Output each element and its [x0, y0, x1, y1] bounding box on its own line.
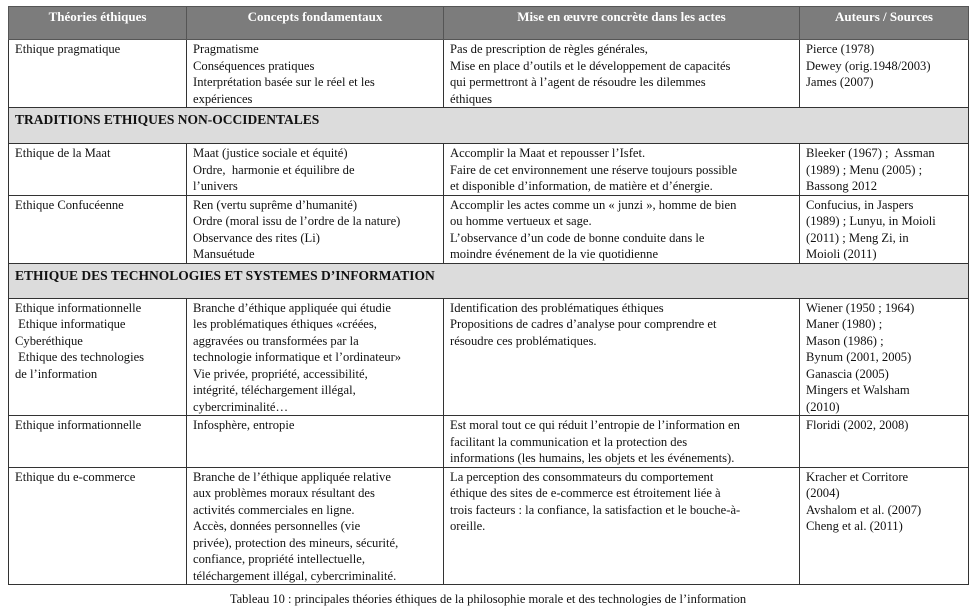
concept-line: Observance des rites (Li): [193, 230, 320, 245]
practice-line: Pas de prescription de règles générales,: [450, 42, 648, 56]
concept-line: confiance, propriété intellectuelle,: [193, 552, 366, 566]
table-row: [9, 416, 969, 468]
author-line: Floridi (2002, 2008): [806, 418, 909, 432]
concepts-cell: [187, 144, 444, 196]
author-line: Kracher et Corritore: [806, 469, 909, 484]
concept-line: Ordre (moral issu de l’ordre de la nature): [193, 214, 401, 228]
author-line: Moioli (2011): [806, 247, 877, 261]
practice-line: Propositions de cadres d’analyse pour comprendre et: [450, 317, 717, 331]
table-row: [9, 144, 969, 196]
section-heading: ETHIQUE DES TECHNOLOGIES ET SYSTEMES D’INFORMATION: [9, 263, 969, 298]
theory-line: Ethique des technologies: [15, 350, 145, 364]
header-practice: Mise en œuvre concrète dans les actes: [444, 7, 800, 40]
author-line: Bassong 2012: [806, 179, 878, 193]
theory-line: Ethique informationnelle: [15, 418, 142, 432]
author-line: (1989) ; Lunyu, in Moioli: [806, 214, 936, 228]
section-row: [9, 263, 969, 298]
theory-line: Ethique informatique: [15, 317, 126, 331]
author-line: Wiener (1950 ; 1964): [806, 300, 915, 315]
author-line: Ganascia (2005): [806, 366, 889, 381]
concept-line: les problématiques éthiques «créées,: [193, 317, 377, 331]
concept-line: activités commerciales en ligne.: [193, 502, 355, 517]
author-line: Cheng et al. (2011): [806, 519, 903, 533]
author-line: Bynum (2001, 2005): [806, 350, 912, 364]
concept-line: expériences: [193, 91, 253, 106]
author-line: Avshalom et al. (2007): [806, 502, 922, 517]
practice-cell: [444, 40, 800, 108]
author-line: Mingers et Walsham: [806, 383, 910, 397]
theory-line: Ethique Confucéenne: [15, 197, 124, 212]
header-concepts: Concepts fondamentaux: [187, 7, 444, 40]
theory-line: Ethique informationnelle: [15, 300, 142, 315]
section-row: [9, 108, 969, 144]
authors-cell: [800, 144, 969, 196]
practice-line: éthiques: [450, 91, 492, 106]
practice-line: éthique des sites de e-commerce est étroitement liée à: [450, 486, 721, 500]
concept-line: Branche de l’éthique appliquée relative: [193, 469, 391, 484]
concept-line: intégrité, téléchargement illégal,: [193, 383, 356, 397]
header-row: [9, 7, 969, 40]
concept-line: Ren (vertu suprême d’humanité): [193, 197, 358, 212]
practice-line: trois facteurs : la confiance, la satisfaction et le bouche-à-: [450, 502, 741, 517]
concepts-cell: [187, 416, 444, 468]
theory-line: Ethique du e-commerce: [15, 469, 136, 484]
practice-line: qui permettront à l’agent de résoudre les dilemmes: [450, 75, 706, 89]
concept-line: aux problèmes moraux résultant des: [193, 486, 375, 500]
table-caption: Tableau 10 : principales théories éthiques de la philosophie morale et des technologies de l’information: [229, 592, 747, 606]
practice-line: facilitant la communication et la protection des: [450, 434, 688, 449]
header-theories: Théories éthiques: [9, 7, 187, 40]
author-line: Dewey (orig.1948/2003): [806, 58, 931, 73]
concepts-cell: [187, 40, 444, 108]
author-line: Confucius, in Jaspers: [806, 197, 914, 212]
concept-line: téléchargement illégal, cybercriminalité.: [193, 568, 397, 583]
practice-line: L’observance d’un code de bonne conduite dans le: [450, 230, 705, 245]
concept-line: l’univers: [193, 179, 238, 193]
concept-line: Ordre, harmonie et équilibre de: [193, 162, 355, 177]
concept-line: Vie privée, propriété, accessibilité,: [193, 366, 368, 381]
practice-line: Accomplir les actes comme un « junzi », homme de bien: [450, 197, 737, 212]
practice-line: résoudre ces problématiques.: [450, 333, 597, 348]
author-line: Maner (1980) ;: [806, 317, 883, 331]
table-row: [9, 40, 969, 108]
table-row: [9, 195, 969, 263]
concept-line: cybercriminalité…: [193, 399, 289, 414]
theory-cell: [9, 298, 187, 416]
practice-line: ou homme vertueux et sage.: [450, 214, 592, 228]
concept-line: Pragmatisme: [193, 42, 259, 56]
authors-cell: [800, 298, 969, 416]
concept-line: Interprétation basée sur le réel et les: [193, 75, 375, 89]
concept-line: privée), protection des mineurs, sécurité,: [193, 535, 399, 550]
practice-line: moindre événement de la vie quotidienne: [450, 247, 659, 261]
table-row: [9, 467, 969, 585]
practice-line: Identification des problématiques éthiques: [450, 300, 664, 315]
practice-line: Mise en place d’outils et le développement de capacités: [450, 58, 731, 73]
concept-line: Maat (justice sociale et équité): [193, 146, 348, 160]
practice-cell: [444, 298, 800, 416]
concepts-cell: [187, 467, 444, 585]
concept-line: aggravées ou transformées par la: [193, 333, 359, 348]
practice-line: oreille.: [450, 519, 486, 533]
practice-line: Est moral tout ce qui réduit l’entropie de l’information en: [450, 418, 740, 432]
practice-cell: [444, 195, 800, 263]
authors-cell: [800, 195, 969, 263]
practice-line: La perception des consommateurs du comportement: [450, 469, 714, 484]
header-authors: Auteurs / Sources: [800, 7, 969, 40]
author-line: Pierce (1978): [806, 42, 875, 56]
practice-line: informations (les humains, les objets et les événements).: [450, 451, 735, 465]
concept-line: Infosphère, entropie: [193, 418, 295, 432]
theory-cell: [9, 467, 187, 585]
theory-line: Ethique pragmatique: [15, 42, 121, 56]
concept-line: technologie informatique et l’ordinateur»: [193, 350, 402, 364]
practice-cell: [444, 144, 800, 196]
concept-line: Conséquences pratiques: [193, 58, 315, 73]
theory-line: Ethique de la Maat: [15, 146, 111, 160]
practice-line: Accomplir la Maat et repousser l’Isfet.: [450, 146, 646, 160]
author-line: (2011) ; Meng Zi, in: [806, 230, 909, 245]
practice-line: Faire de cet environnement une réserve toujours possible: [450, 162, 738, 177]
concept-line: Accès, données personnelles (vie: [193, 519, 361, 533]
authors-cell: [800, 467, 969, 585]
theory-cell: [9, 40, 187, 108]
table-row: [9, 298, 969, 416]
theory-cell: [9, 195, 187, 263]
theory-line: Cyberéthique: [15, 333, 83, 348]
concepts-cell: [187, 298, 444, 416]
ethics-table: [8, 6, 969, 585]
authors-cell: [800, 416, 969, 468]
author-line: Bleeker (1967) ; Assman: [806, 146, 935, 160]
author-line: James (2007): [806, 75, 874, 89]
authors-cell: [800, 40, 969, 108]
author-line: Mason (1986) ;: [806, 333, 884, 348]
concept-line: Branche d’éthique appliquée qui étudie: [193, 300, 391, 315]
author-line: (2004): [806, 486, 840, 500]
section-heading: TRADITIONS ETHIQUES NON-OCCIDENTALES: [9, 108, 969, 144]
practice-cell: [444, 416, 800, 468]
table-container: [8, 6, 968, 585]
concepts-cell: [187, 195, 444, 263]
author-line: (2010): [806, 399, 840, 414]
theory-cell: [9, 416, 187, 468]
practice-cell: [444, 467, 800, 585]
concept-line: Mansuétude: [193, 247, 255, 261]
author-line: (1989) ; Menu (2005) ;: [806, 162, 923, 177]
theory-cell: [9, 144, 187, 196]
theory-line: de l’information: [15, 366, 98, 381]
practice-line: et disponible d’information, de matière et d’énergie.: [450, 179, 713, 193]
